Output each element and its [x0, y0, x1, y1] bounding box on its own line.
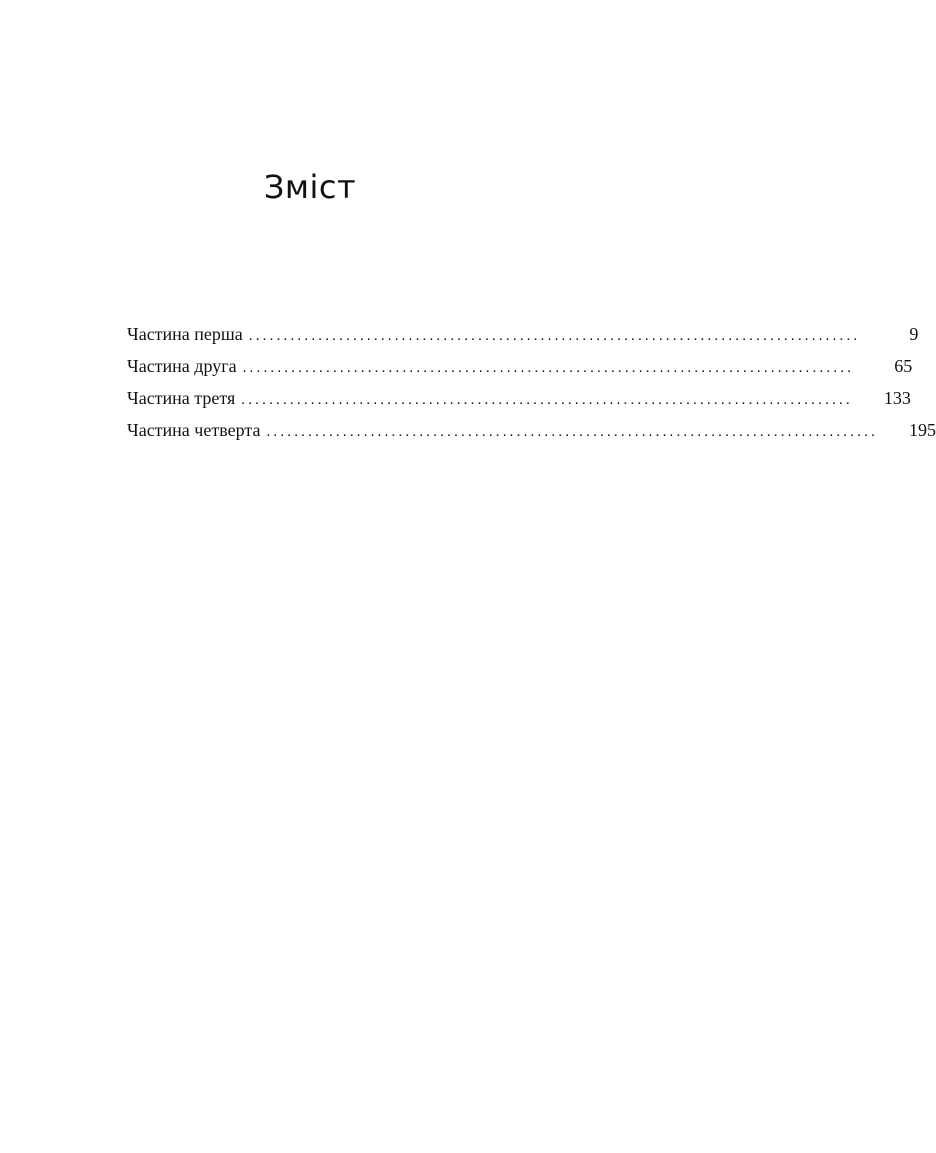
toc-leader-dots: ........................................................................................ — [266, 424, 879, 440]
toc-entry-label: Частина друга — [127, 356, 237, 376]
toc-entry-page-number: 65 — [894, 356, 913, 376]
toc-entry — [127, 350, 913, 382]
toc-entry-page-number: 133 — [883, 388, 911, 408]
page-title: Зміст — [263, 168, 357, 206]
toc-entry — [127, 382, 911, 414]
toc-entry — [127, 318, 919, 350]
table-of-contents — [127, 318, 936, 446]
toc-entry-page-number: 195 — [909, 420, 936, 440]
toc-leader-dots: ........................................................................................ — [242, 360, 855, 376]
toc-entry-label: Частина третя — [127, 388, 236, 408]
toc-leader-dots: ........................................................................................ — [241, 392, 853, 408]
toc-entry — [127, 414, 936, 446]
toc-leader-dots: ........................................................................................ — [248, 328, 861, 344]
toc-entry-page-number: 9 — [909, 324, 919, 344]
toc-entry-label: Частина перша — [127, 324, 243, 344]
toc-entry-label: Частина четверта — [127, 420, 261, 440]
